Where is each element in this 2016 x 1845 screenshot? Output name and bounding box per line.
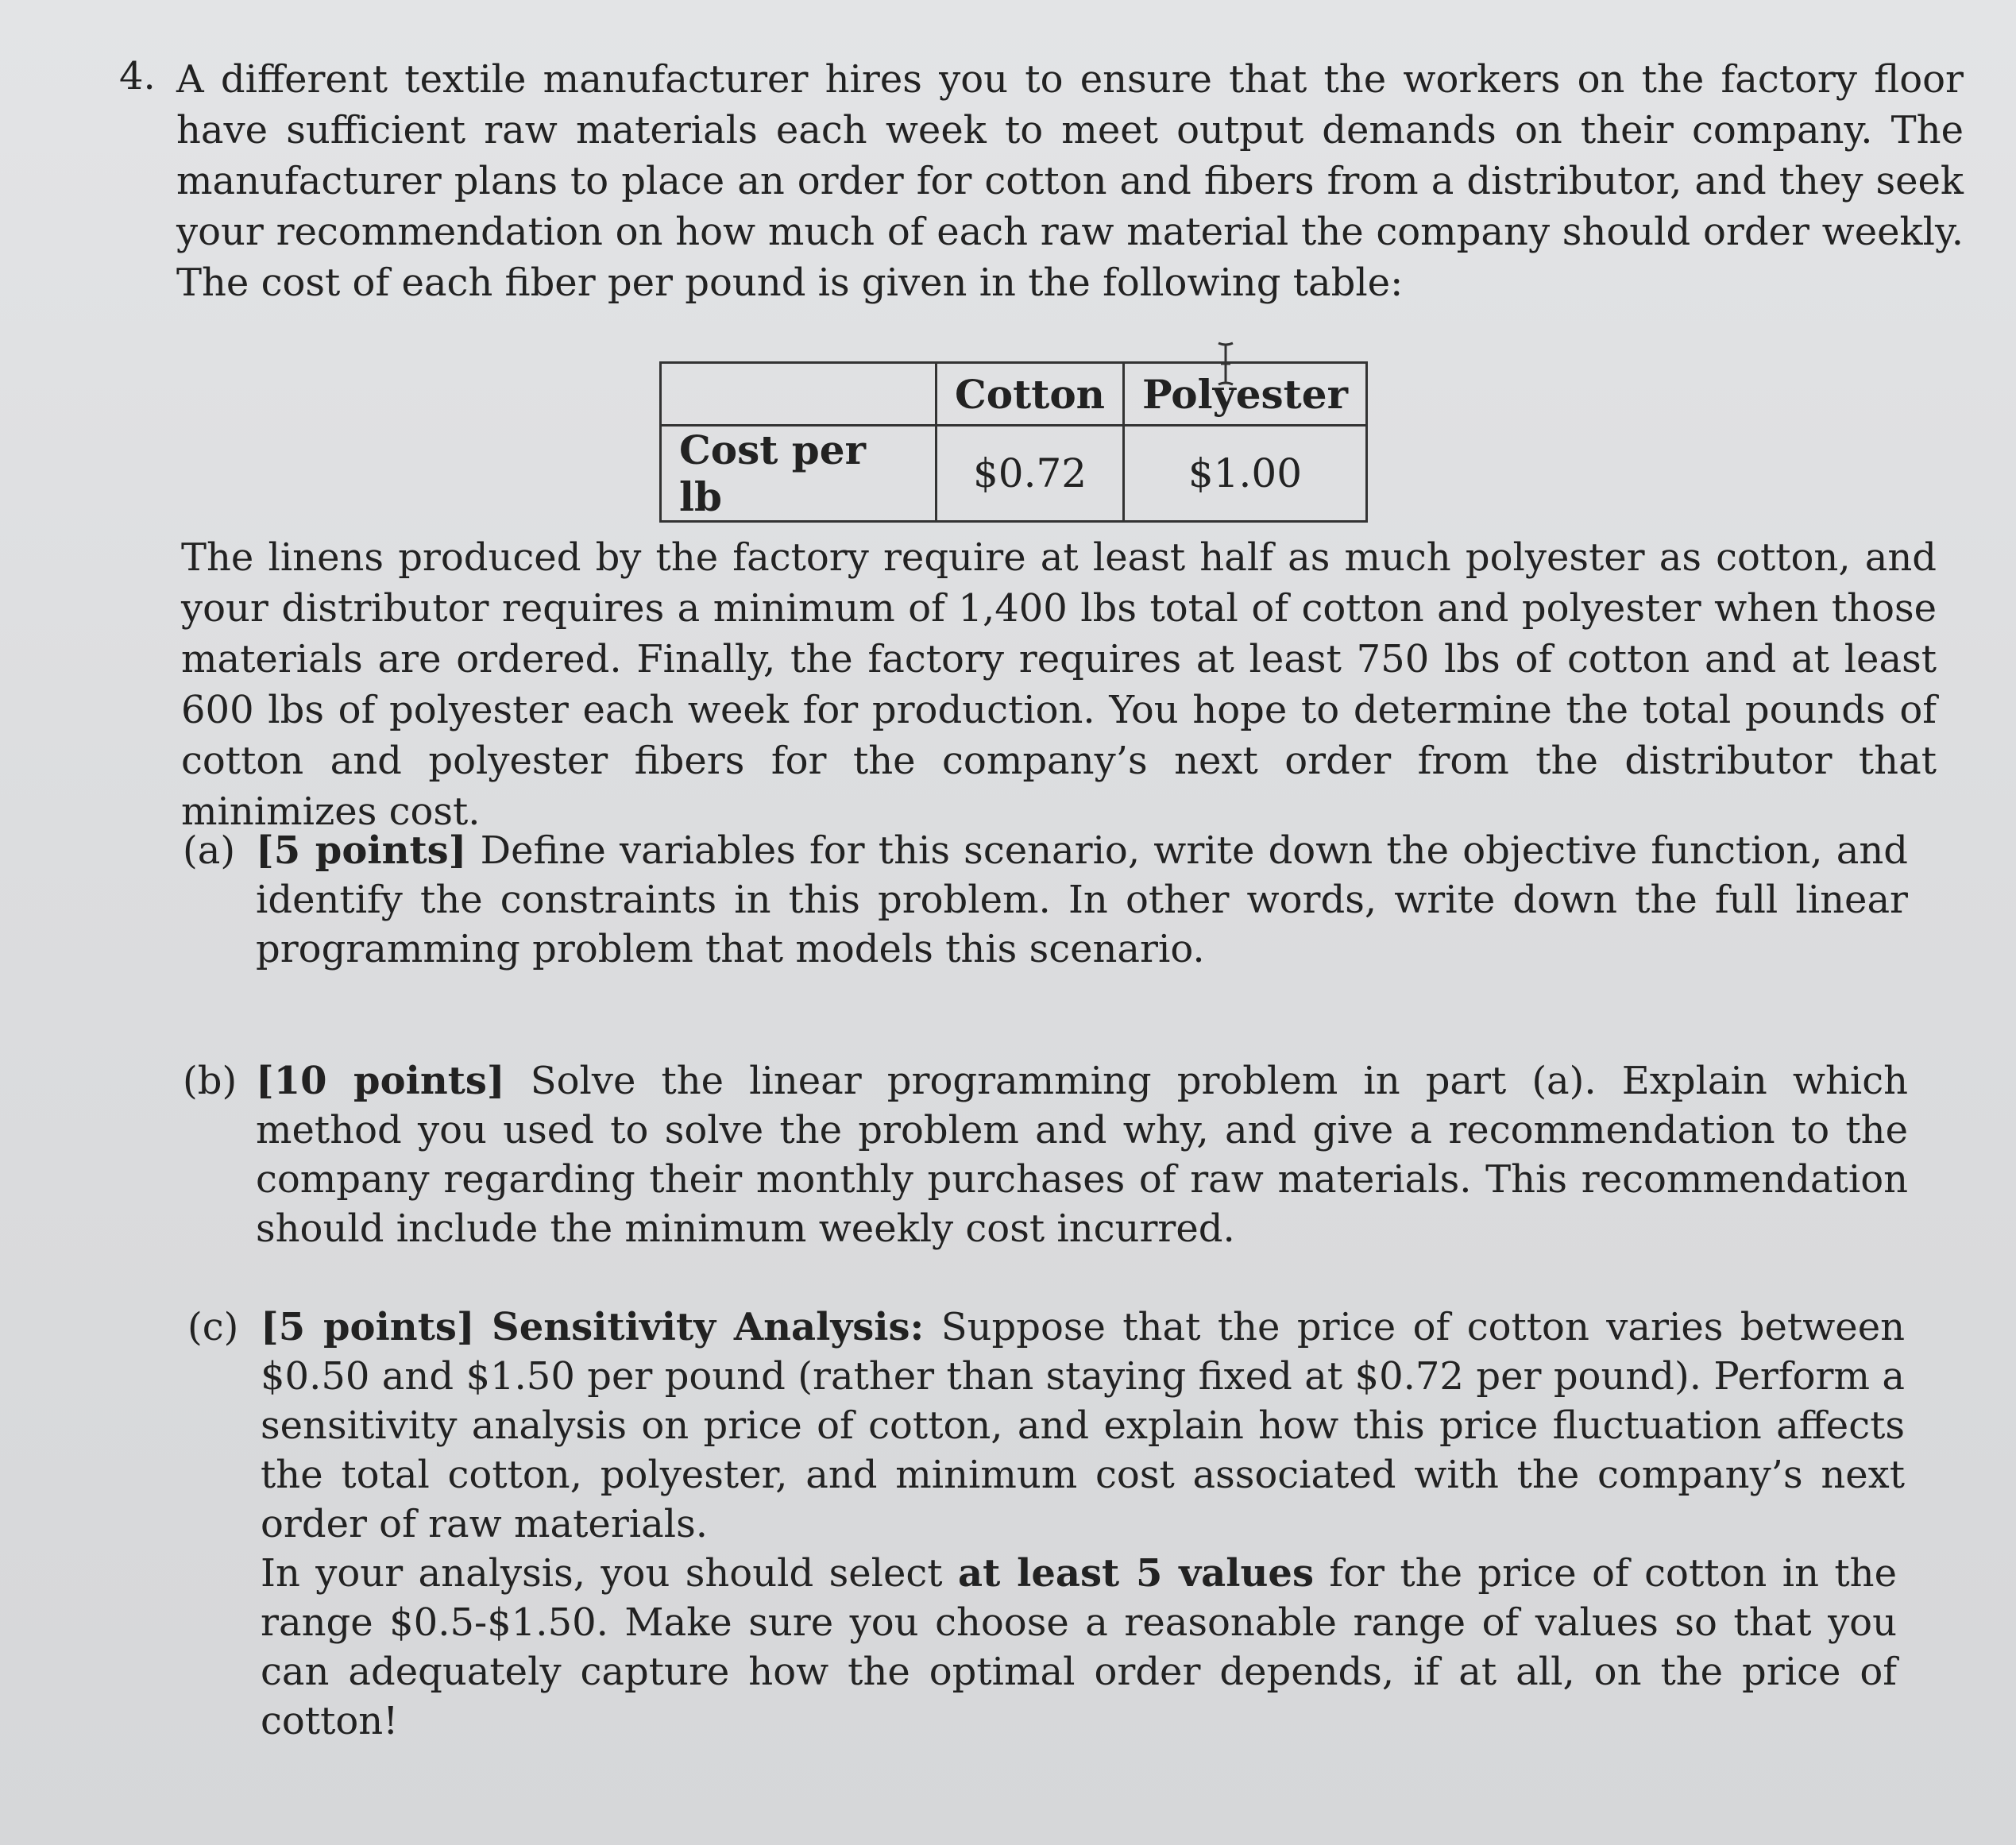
table-header-row (661, 363, 1367, 426)
part-a-text (256, 826, 1908, 974)
note-bold: at least 5 values (957, 1551, 1314, 1596)
table-header-polyester: Polyester (1124, 363, 1367, 426)
note-after: for the price of cotton in the range $0.5-$1.50. Make sure you choose a reasonable range of values so that you can adequately capture how the optimal order depends, if at all, on the price of cotton! (261, 1551, 1898, 1743)
note-before: In your analysis, you should select (261, 1551, 943, 1596)
problem-intro: A different textile manufacturer hires you to ensure that the workers on the factory floor have sufficient raw materials each week to meet output demands on their company. The manufacturer plans to place an order for cotton and fibers from a distributor, and they seek your recommendation on how much of each raw material the company should order weekly. The cost of each fiber per pound is given in the following table: (176, 57, 1964, 305)
part-b-points: [10 points] (256, 1059, 505, 1103)
part-b-body: Solve the linear programming problem in part (a). Explain which method you used to solve the problem and why, and give a recommendation to the company regarding their monthly purchases of raw materials. This recommendation should include the minimum weekly cost incurred. (256, 1059, 1909, 1251)
part-c-text (261, 1303, 1905, 1549)
problem-constraints-text: The linens produced by the factory require at least half as much polyester as cotton, and your distributor requires a minimum of 1,400 lbs total of cotton and polyester when those materials are ordered. Finally, the factory requires at least 750 lbs of cotton and at least 600 lbs of polyester each week for production. You hope to determine the total pounds of cotton and polyester fibers for the company’s next order from the distributor that minimizes cost. (181, 535, 1937, 834)
part-c-label: (c) (187, 1305, 239, 1349)
cost-table (659, 361, 1368, 523)
cotton-price: $0.72 (937, 426, 1124, 522)
part-a-label: (a) (183, 828, 236, 873)
part-c-body: Suppose that the price of cotton varies between $0.50 and $1.50 per pound (rather than staying fixed at $0.72 per pound). Perform a sensitivity analysis on price of cotton, and explain how this price fluctuation affects the total cotton, polyester, and minimum cost associated with the company’s next order of raw materials. (261, 1305, 1906, 1546)
table-corner-cell (661, 363, 937, 426)
part-b-text (256, 1056, 1908, 1253)
table-row (661, 426, 1367, 522)
table-header-cotton: Cotton (937, 363, 1124, 426)
part-c-note (261, 1549, 1897, 1746)
problem-number: 4. (119, 54, 156, 98)
table-row-label: Cost per lb (661, 426, 937, 522)
part-a-body: Define variables for this scenario, write down the objective function, and identify the constraints in this problem. In other words, write down the full linear programming problem that models this scenario. (256, 828, 1908, 971)
part-a-points: [5 points] (256, 828, 467, 873)
polyester-price: $1.00 (1124, 426, 1367, 522)
part-b-label: (b) (183, 1059, 238, 1103)
part-c-points: [5 points] (261, 1305, 475, 1349)
part-c-heading: Sensitivity Analysis: (492, 1305, 925, 1349)
